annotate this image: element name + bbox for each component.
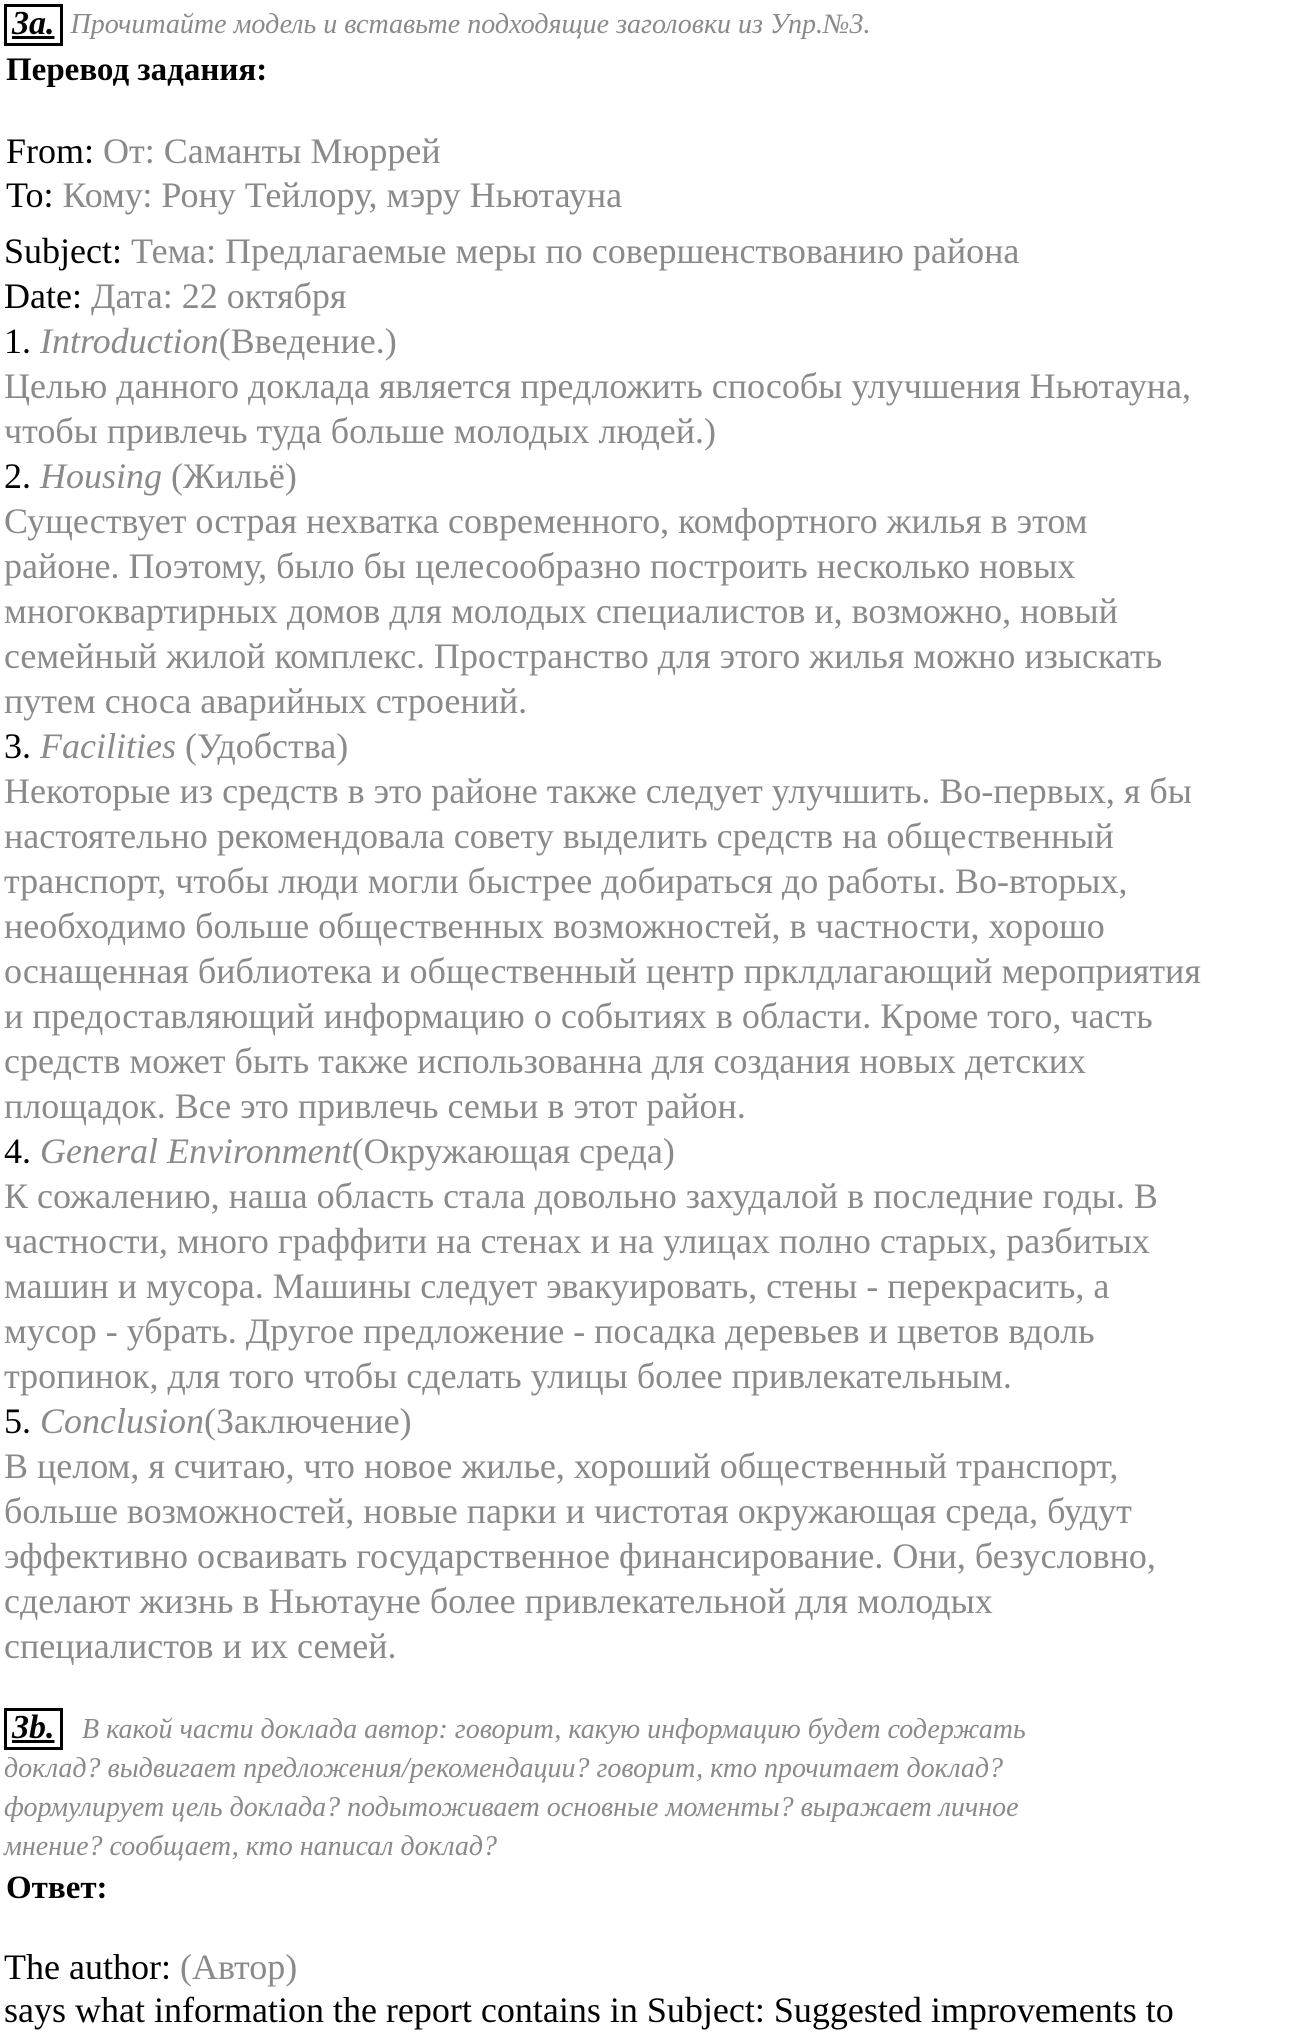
text-line: К сожалению, наша область стала довольно захудалой в последние годы. В: [4, 1176, 1158, 1216]
task-a-badge: 3a.: [4, 4, 63, 46]
task-a-instruction: Прочитайте модель и вставьте подходящие заголовки из Упр.№3.: [70, 9, 871, 40]
text-line: мусор - убрать. Другое предложение - посадка деревьев и цветов вдоль: [4, 1311, 1095, 1351]
from-label: From:: [6, 131, 95, 171]
translation-heading: Перевод задания:: [6, 52, 268, 88]
section-number: 1.: [4, 321, 31, 361]
section-title-en: Housing: [40, 456, 163, 496]
section-title-en: Facilities: [40, 726, 176, 766]
section-3-body: [4, 769, 1294, 1129]
text-line: средств может быть также использованна для создания новых детских: [4, 1041, 1087, 1081]
section-number: 2.: [4, 456, 31, 496]
subject-value: Тема: Предлагаемые меры по совершенствованию района: [130, 231, 1020, 271]
text-line: мнение? сообщает, кто написал доклад?: [4, 1831, 498, 1862]
memo-from: [6, 129, 441, 174]
memo-subject: [4, 229, 1019, 274]
section-3-heading: [4, 724, 348, 769]
text-line: и предоставляющий информацию о событиях в области. Кроме того, часть: [4, 996, 1153, 1036]
task-b-badge: 3b.: [4, 1708, 63, 1750]
section-number: 3.: [4, 726, 31, 766]
section-number: 4.: [4, 1131, 31, 1171]
text-line: путем сноса аварийных строений.: [4, 681, 528, 721]
text-line: оснащенная библиотека и общественный центр прклдлагающий мероприятия: [4, 951, 1201, 991]
section-title-ru: (Заключение): [204, 1401, 412, 1441]
text-line: В какой части доклада автор: говорит, какую информацию будет содержать: [82, 1714, 1026, 1745]
text-line: больше возможностей, новые парки и чистотая окружающая среда, будут: [4, 1491, 1132, 1531]
text-line: семейный жилой комплекс. Пространство для этого жилья можно изыскать: [4, 636, 1163, 676]
text-line: эффективно осваивать государственное финансирование. Они, безусловно,: [4, 1536, 1156, 1576]
text-line: Целью данного доклада является предложить способы улучшения Ньютауна,: [4, 366, 1192, 406]
section-1-heading: [4, 319, 397, 364]
text-line: районе. Поэтому, было бы целесообразно построить несколько новых: [4, 546, 1076, 586]
section-title-ru: (Окружающая среда): [351, 1131, 675, 1171]
answer-line-2: says what information the report contains in Subject: Suggested improvements to: [4, 1990, 1174, 2030]
text-line: транспорт, чтобы люди могли быстрее добираться до работы. Во-вторых,: [4, 861, 1128, 901]
task-a-header: [4, 4, 870, 46]
text-line: Существует острая нехватка современного, комфортного жилья в этом: [4, 501, 1088, 541]
text-line: В целом, я считаю, что новое жилье, хороший общественный транспорт,: [4, 1446, 1119, 1486]
text-line: специалистов и их семей.: [4, 1626, 397, 1666]
answer-heading: Ответ:: [6, 1870, 108, 1906]
text-line: формулирует цель доклада? подытоживает основные моменты? выражает личное: [4, 1792, 1019, 1823]
task-b-instruction: [4, 1710, 1294, 1866]
text-line: настоятельно рекомендовала совету выделить средств на общественный: [4, 816, 1114, 856]
date-value: Дата: 22 октября: [90, 276, 347, 316]
section-number: 5.: [4, 1401, 31, 1441]
text-line: чтобы привлечь туда больше молодых людей.): [4, 411, 717, 451]
date-label: Date:: [4, 276, 82, 316]
text-line: доклад? выдвигает предложения/рекомендации? говорит, кто прочитает доклад?: [4, 1753, 1004, 1784]
author-ru: (Автор): [179, 1947, 298, 1987]
section-5-body: [4, 1444, 1294, 1669]
text-line: площадок. Все это привлечь семьи в этот район.: [4, 1086, 746, 1126]
section-2-body: [4, 499, 1294, 724]
text-line: многоквартирных домов для молодых специалистов и, возможно, новый: [4, 591, 1118, 631]
author-label: The author:: [4, 1947, 171, 1987]
text-line: тропинок, для того чтобы сделать улицы более привлекательным.: [4, 1356, 1012, 1396]
to-value: Кому: Рону Тейлору, мэру Ньютауна: [62, 175, 623, 215]
text-line: частности, много граффити на стенах и на улицах полно старых, разбитых: [4, 1221, 1150, 1261]
text-line: Некоторые из средств в это районе также следует улучшить. Во-первых, я бы: [4, 771, 1192, 811]
section-title-en: Conclusion: [40, 1401, 205, 1441]
answer-author: [4, 1945, 297, 1990]
section-2-heading: [4, 454, 297, 499]
section-title-en: Introduction: [40, 321, 219, 361]
section-4-heading: [4, 1129, 675, 1174]
section-title-ru: (Удобства): [175, 726, 349, 766]
section-5-heading: [4, 1399, 412, 1444]
text-line: машин и мусора. Машины следует эвакуировать, стены - перекрасить, а: [4, 1266, 1110, 1306]
text-line: сделают жизнь в Ньютауне более привлекательной для молодых: [4, 1581, 993, 1621]
section-title-ru: (Жильё): [162, 456, 297, 496]
section-1-body: [4, 364, 1294, 454]
section-title-en: General Environment: [40, 1131, 352, 1171]
memo-date: [4, 274, 346, 319]
subject-label: Subject:: [4, 231, 122, 271]
section-title-ru: (Введение.): [218, 321, 397, 361]
from-value: От: Саманты Мюррей: [103, 131, 441, 171]
text-line: необходимо больше общественных возможностей, в частности, хорошо: [4, 906, 1105, 946]
section-4-body: [4, 1174, 1294, 1399]
to-label: To:: [6, 175, 54, 215]
memo-to: [6, 173, 622, 218]
